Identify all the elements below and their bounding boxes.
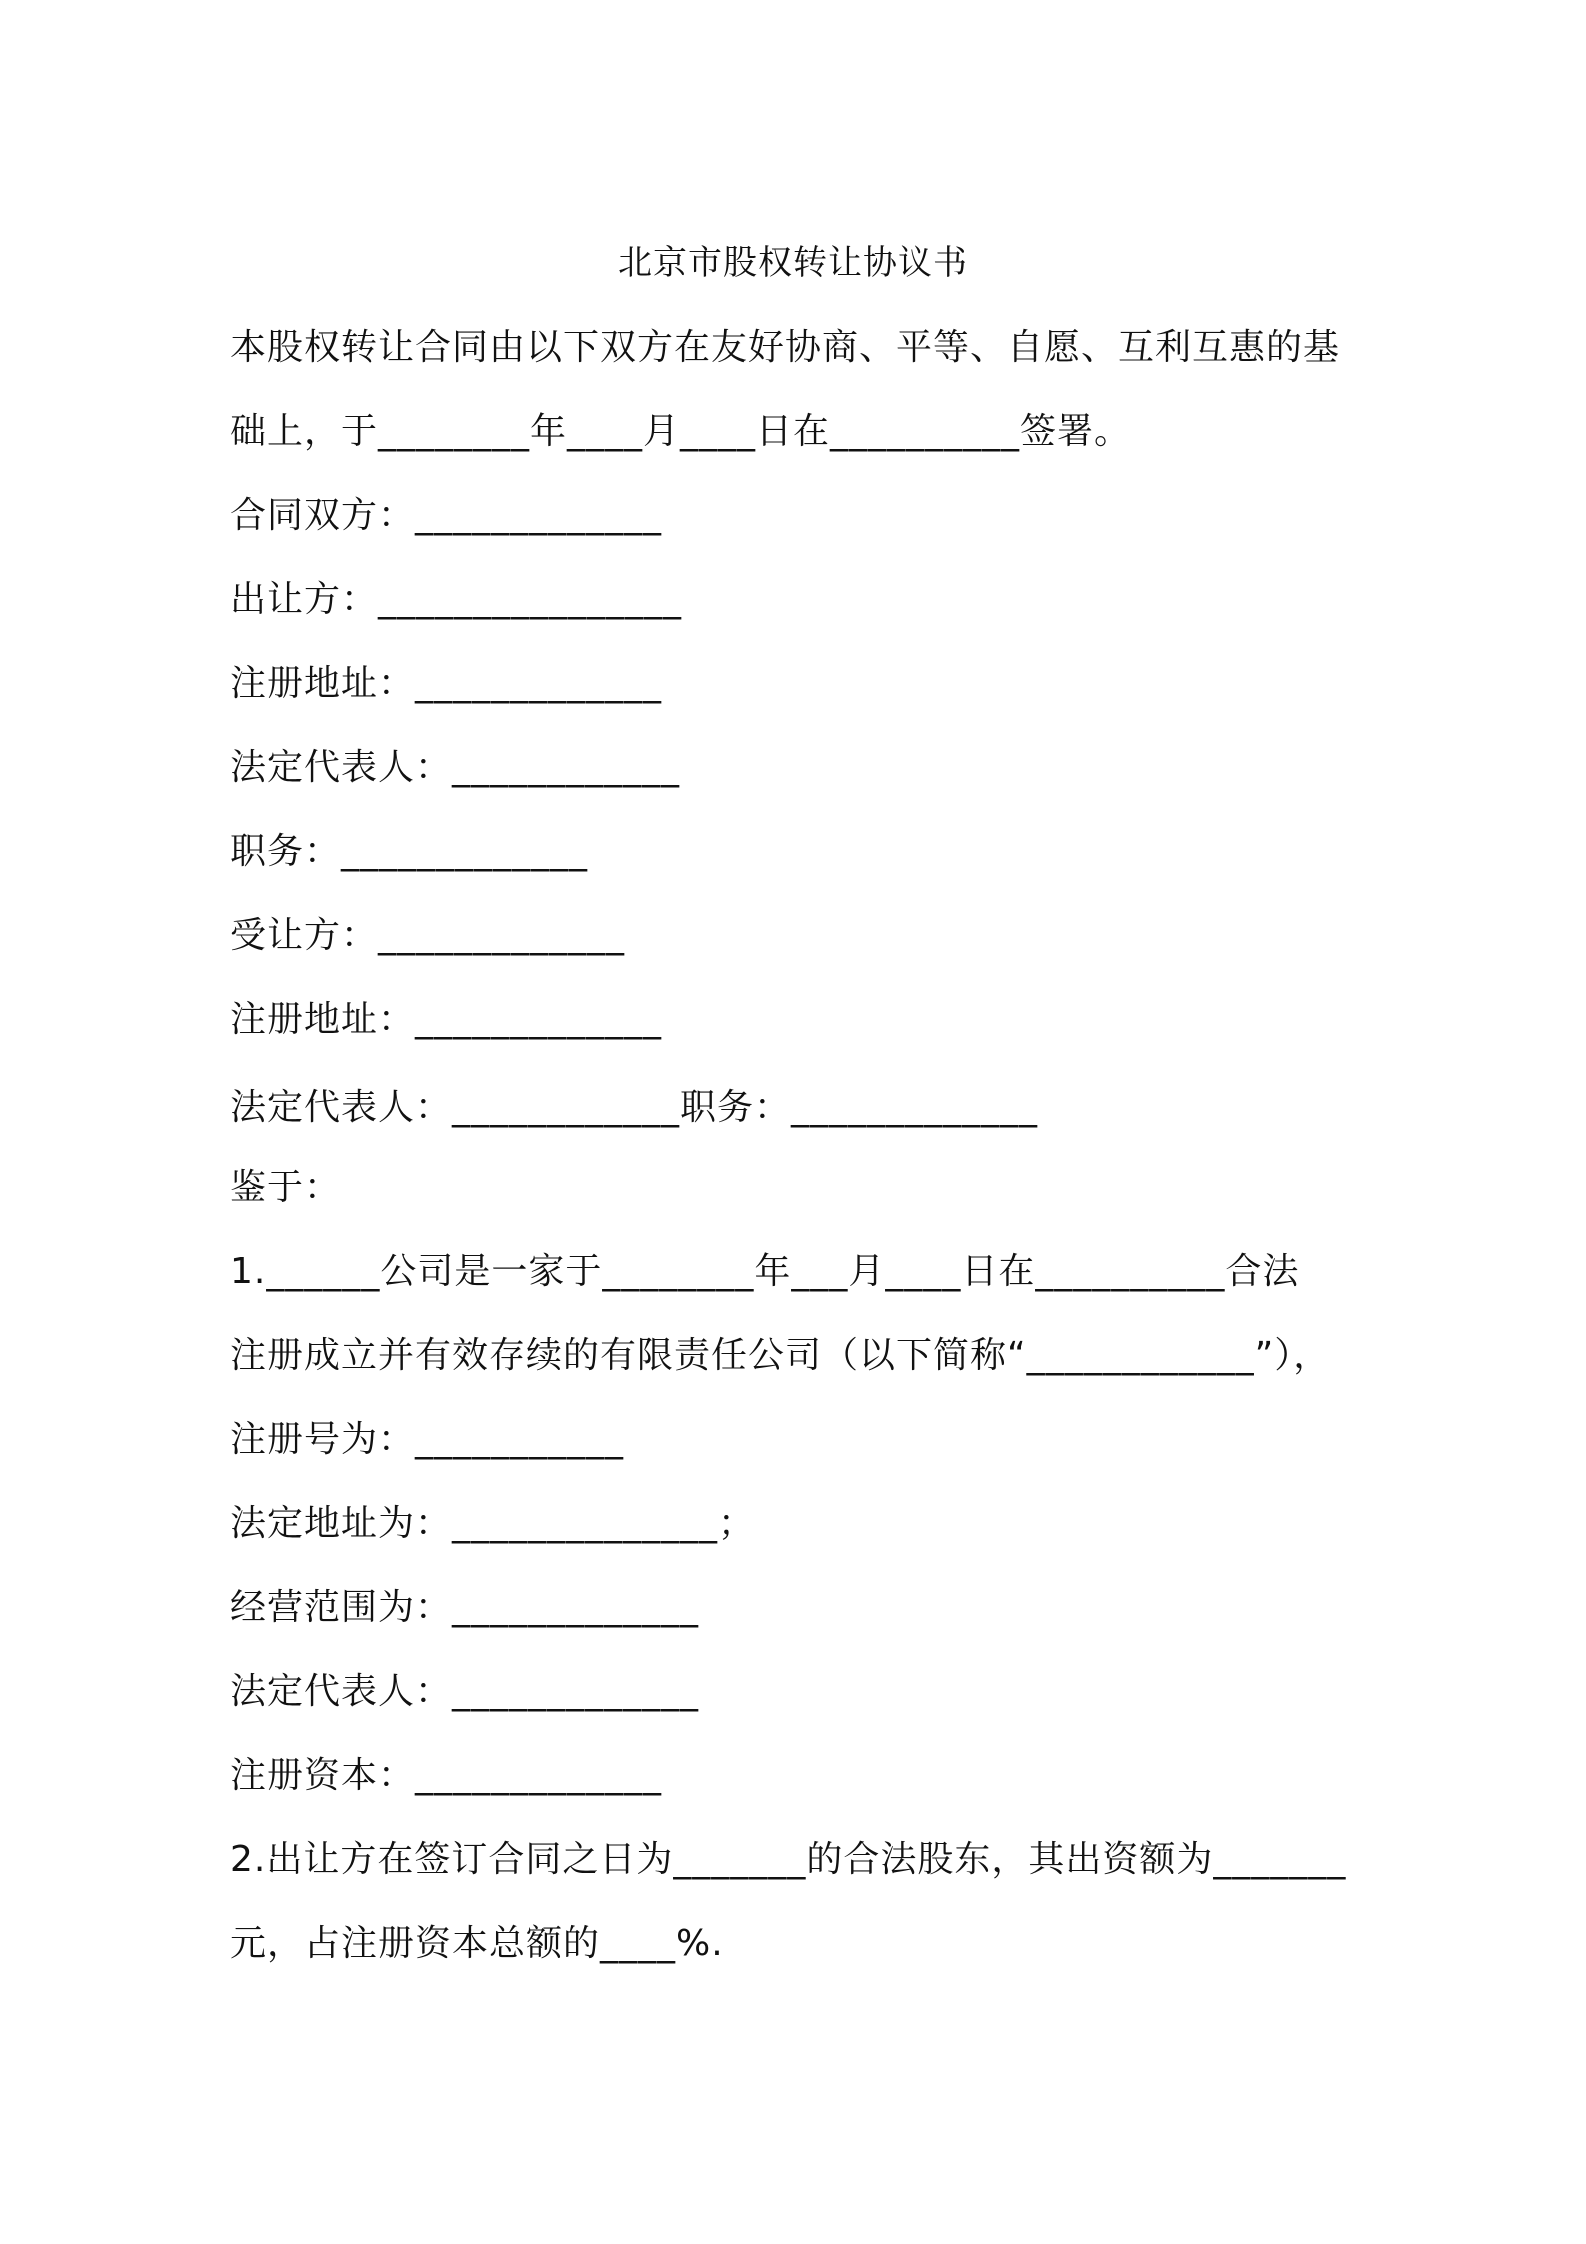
document-title: 北京市股权转让协议书 [618, 243, 968, 283]
clause-1-line-1: 1.______公司是一家于________年___月____日在__________合法 [230, 1251, 1300, 1292]
whereas-heading: 鉴于： [230, 1167, 342, 1208]
clause-2-line-2: 元，占注册资本总额的____%. [230, 1923, 724, 1964]
transferor-field: 出让方：________________ [230, 579, 683, 620]
parties-field: 合同双方：_____________ [230, 495, 663, 536]
transferee-field: 受让方：_____________ [230, 915, 626, 956]
transferor-address-field: 注册地址：_____________ [230, 663, 663, 704]
clause-2-line-1: 2.出让方在签订合同之日为_______的合法股东，其出资额为_______ [230, 1839, 1347, 1880]
transferor-legal-rep-field: 法定代表人：____________ [230, 747, 681, 788]
legal-address-field: 法定地址为：______________； [230, 1503, 756, 1544]
clause-1-line-2: 注册成立并有效存续的有限责任公司（以下简称“____________”）， [230, 1335, 1331, 1376]
transferee-legal-rep-position-field: 法定代表人：____________职务：_____________ [230, 1087, 1039, 1128]
business-scope-field: 经营范围为：_____________ [230, 1587, 700, 1628]
registered-capital-field: 注册资本：_____________ [230, 1755, 663, 1796]
transferee-address-field: 注册地址：_____________ [230, 999, 663, 1040]
intro-line-2: 础上，于________年____月____日在__________签署。 [230, 411, 1132, 452]
transferor-position-field: 职务：_____________ [230, 831, 589, 872]
intro-line-1: 本股权转让合同由以下双方在友好协商、平等、自愿、互利互惠的基 [230, 327, 1341, 368]
company-legal-rep-field: 法定代表人：_____________ [230, 1671, 700, 1712]
registration-number-field: 注册号为：___________ [230, 1419, 625, 1460]
